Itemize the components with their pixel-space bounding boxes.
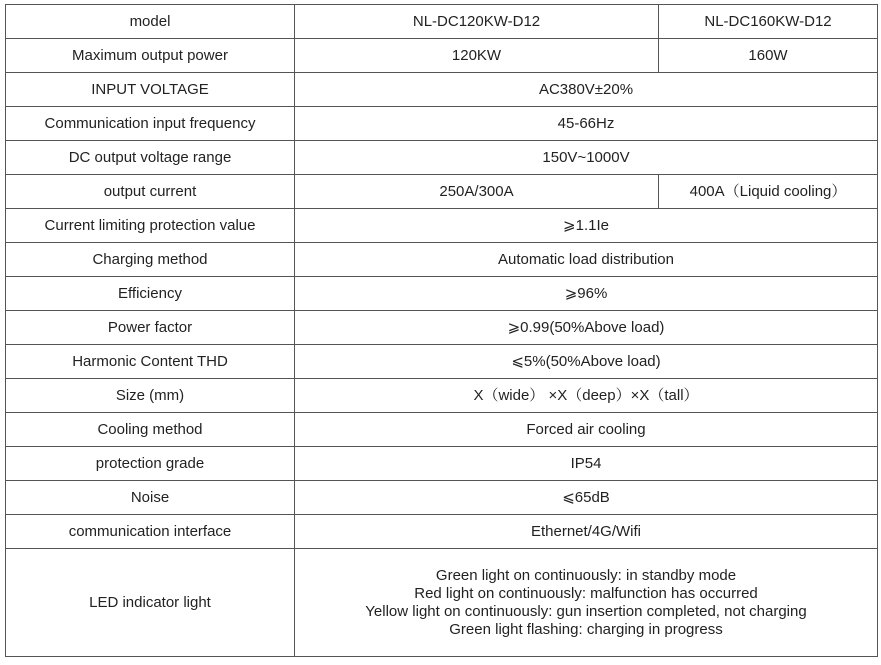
table-row: [6, 379, 878, 413]
row-label: protection grade: [6, 447, 295, 481]
value-cell: ⩾1.1Ie: [295, 209, 878, 243]
row-label: Size (mm): [6, 379, 295, 413]
row-label: Charging method: [6, 243, 295, 277]
table-row: [6, 39, 878, 73]
value-cell: 250A/300A: [295, 175, 659, 209]
table-row: [6, 481, 878, 515]
value-cell: NL-DC120KW-D12: [295, 5, 659, 39]
table-row: [6, 243, 878, 277]
led-line: Red light on continuously: malfunction has occurred: [414, 584, 758, 602]
led-line: Yellow light on continuously: gun insertion completed, not charging: [365, 602, 807, 620]
row-label: Maximum output power: [6, 39, 295, 73]
row-label: Communication input frequency: [6, 107, 295, 141]
table-row: [6, 5, 878, 39]
row-label: Noise: [6, 481, 295, 515]
row-label: Cooling method: [6, 413, 295, 447]
row-label: output current: [6, 175, 295, 209]
value-cell: ⩽5%(50%Above load): [295, 345, 878, 379]
value-cell: Automatic load distribution: [295, 243, 878, 277]
value-cell: ⩾96%: [295, 277, 878, 311]
led-line: Green light flashing: charging in progress: [449, 620, 723, 638]
row-label: LED indicator light: [6, 549, 295, 657]
row-label: DC output voltage range: [6, 141, 295, 175]
value-cell: 120KW: [295, 39, 659, 73]
table-row: [6, 277, 878, 311]
value-cell: Ethernet/4G/Wifi: [295, 515, 878, 549]
table-row: [6, 175, 878, 209]
table-row: [6, 311, 878, 345]
row-label: Harmonic Content THD: [6, 345, 295, 379]
row-label: Efficiency: [6, 277, 295, 311]
led-line: Green light on continuously: in standby mode: [435, 566, 737, 584]
spec-table: [5, 4, 878, 657]
row-label: Current limiting protection value: [6, 209, 295, 243]
value-cell: ⩽65dB: [295, 481, 878, 515]
value-cell: ⩾0.99(50%Above load): [295, 311, 878, 345]
value-cell: 45-66Hz: [295, 107, 878, 141]
table-row: [6, 107, 878, 141]
table-row: [6, 345, 878, 379]
row-label: INPUT VOLTAGE: [6, 73, 295, 107]
value-cell: IP54: [295, 447, 878, 481]
row-label: model: [6, 5, 295, 39]
value-cell: 150V~1000V: [295, 141, 878, 175]
value-cell: 400A（Liquid cooling）: [659, 175, 878, 209]
led-description: [295, 549, 878, 657]
value-cell: X（wide） ×X（deep）×X（tall）: [295, 379, 878, 413]
table-row: [6, 209, 878, 243]
value-cell: 160W: [659, 39, 878, 73]
table-row: [6, 73, 878, 107]
row-label: communication interface: [6, 515, 295, 549]
value-cell: Forced air cooling: [295, 413, 878, 447]
value-cell: NL-DC160KW-D12: [659, 5, 878, 39]
table-row: [6, 413, 878, 447]
value-cell: AC380V±20%: [295, 73, 878, 107]
table-row: [6, 515, 878, 549]
row-label: Power factor: [6, 311, 295, 345]
led-row: [6, 549, 878, 657]
table-row: [6, 447, 878, 481]
table-row: [6, 141, 878, 175]
